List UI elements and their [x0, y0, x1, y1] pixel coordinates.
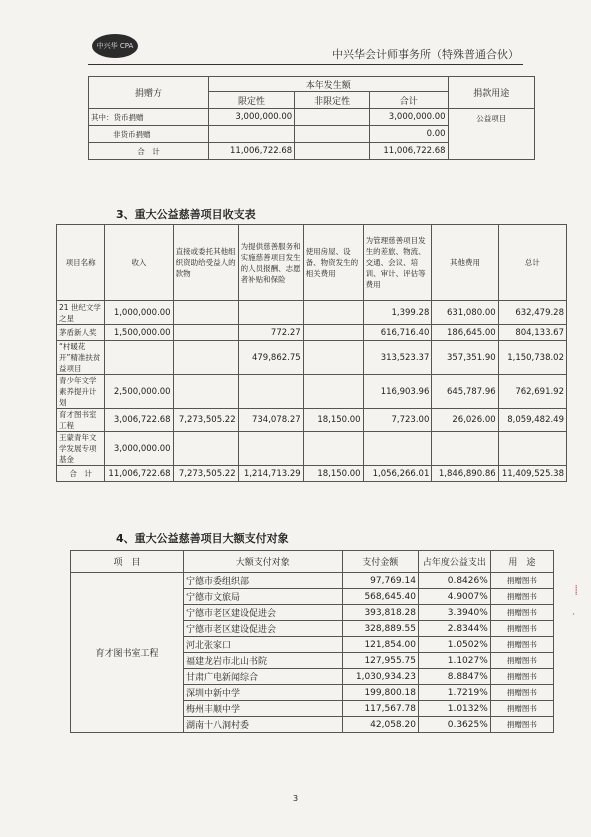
amount: 121,854.00	[342, 637, 418, 653]
pct: 1.0132%	[418, 701, 490, 717]
cell-equipment	[303, 375, 363, 409]
use: 捐赠图书	[490, 637, 553, 653]
project-name: 育才图书室工程	[71, 573, 184, 733]
page-number: 3	[292, 794, 299, 803]
cell-admin: 313,523.37	[363, 341, 432, 375]
cell-other: 645,787.96	[432, 375, 498, 409]
header-rule	[88, 64, 523, 65]
cell-total	[498, 432, 566, 466]
cell-personnel: 734,078.27	[238, 409, 303, 432]
cell-other: 1,846,890.86	[432, 466, 498, 482]
table-row	[57, 375, 567, 409]
cell-equipment	[303, 432, 363, 466]
col-direct-aid: 直接或委托其他组织资助给受益人的款物	[173, 225, 238, 301]
pct: 8.8847%	[418, 669, 490, 685]
col-current-year: 本年发生额	[208, 77, 448, 92]
col-admin: 为管理慈善项目发生的差旅、物流、交通、会议、培训、审计、评估等费用	[363, 225, 432, 301]
donation-table	[88, 76, 535, 160]
amount: 97,769.14	[342, 573, 418, 589]
amount: 393,818.28	[342, 605, 418, 621]
stamp-edge-mark: ⸽	[575, 586, 578, 596]
table-row	[57, 409, 567, 432]
table-row	[57, 301, 567, 325]
payee: 福建龙岩市北山书院	[183, 653, 342, 669]
cell-personnel	[238, 375, 303, 409]
cell-direct-aid: 7,273,505.22	[173, 409, 238, 432]
cell-admin: 1,399.28	[363, 301, 432, 325]
cell-usage: 公益项目	[448, 109, 534, 160]
project-name: 21 世纪文学之星	[57, 301, 105, 325]
table-row	[57, 341, 567, 375]
firm-name: 中兴华会计师事务所（特殊普通合伙）	[332, 48, 519, 61]
project-expense-table	[56, 224, 567, 482]
col-other: 其他费用	[432, 225, 498, 301]
pct: 4.9007%	[418, 589, 490, 605]
project-name: 王蒙青年文学发展专项基金	[57, 432, 105, 466]
cell-equipment	[303, 341, 363, 375]
cell-equipment: 18,150.00	[303, 409, 363, 432]
cell-restricted	[208, 126, 294, 143]
project-name: 合 计	[57, 466, 105, 482]
row-label: 合 计	[89, 143, 209, 160]
section3-title: 3、重大公益慈善项目收支表	[116, 208, 256, 221]
cell-equipment	[303, 325, 363, 341]
amount: 568,645.40	[342, 589, 418, 605]
use: 捐赠图书	[490, 605, 553, 621]
cell-income	[105, 341, 173, 375]
pct: 2.8344%	[418, 621, 490, 637]
project-name: 青少年文学素养提升计划	[57, 375, 105, 409]
section4-title: 4、重大公益慈善项目大额支付对象	[116, 532, 289, 545]
cell-personnel: 772.27	[238, 325, 303, 341]
cell-direct-aid	[173, 432, 238, 466]
cell-unrestricted	[295, 126, 370, 143]
col-use: 用 途	[490, 551, 553, 573]
cell-unrestricted	[295, 143, 370, 160]
cell-income: 11,006,722.68	[105, 466, 173, 482]
cell-restricted: 11,006,722.68	[208, 143, 294, 160]
cell-income: 3,000,000.00	[105, 432, 173, 466]
payee: 宁德市老区建设促进会	[183, 621, 342, 637]
use: 捐赠图书	[490, 717, 553, 733]
cell-total: 804,133.67	[498, 325, 566, 341]
table-row	[57, 432, 567, 466]
col-amount: 支付金额	[342, 551, 418, 573]
cell-admin: 116,903.96	[363, 375, 432, 409]
col-pct: 占年度公益支出	[418, 551, 490, 573]
cell-income: 3,006,722.68	[105, 409, 173, 432]
amount: 117,567.78	[342, 701, 418, 717]
payee: 甘肃广电新闻综合	[183, 669, 342, 685]
cell-other: 631,080.00	[432, 301, 498, 325]
cell-personnel: 479,862.75	[238, 341, 303, 375]
firm-logo: 中兴华 CPA	[92, 34, 138, 58]
cell-equipment: 18,150.00	[303, 466, 363, 482]
cell-restricted: 3,000,000.00	[208, 109, 294, 126]
cell-other	[432, 432, 498, 466]
col-project-name: 项目名称	[57, 225, 105, 301]
pct: 0.8426%	[418, 573, 490, 589]
pct: 0.3625%	[418, 717, 490, 733]
row-label: 其中：货币捐赠	[89, 109, 209, 126]
cell-other: 26,026.00	[432, 409, 498, 432]
col-income: 收入	[105, 225, 173, 301]
pct: 3.3940%	[418, 605, 490, 621]
amount: 127,955.75	[342, 653, 418, 669]
cell-admin	[363, 432, 432, 466]
cell-other: 357,351.90	[432, 341, 498, 375]
project-name: 茅盾新人奖	[57, 325, 105, 341]
cell-unrestricted	[295, 109, 370, 126]
use: 捐赠图书	[490, 573, 553, 589]
cell-direct-aid	[173, 375, 238, 409]
amount: 328,889.55	[342, 621, 418, 637]
cell-personnel	[238, 432, 303, 466]
cell-personnel	[238, 301, 303, 325]
cell-total: 0.00	[370, 126, 449, 143]
col-usage: 捐款用途	[448, 77, 534, 109]
col-unrestricted: 非限定性	[295, 92, 370, 109]
project-name: “村暖花开”精准扶贫益项目	[57, 341, 105, 375]
cell-admin: 616,716.40	[363, 325, 432, 341]
col-restricted: 限定性	[208, 92, 294, 109]
col-donor: 捐赠方	[89, 77, 209, 109]
cell-direct-aid: 7,273,505.22	[173, 466, 238, 482]
cell-total: 11,006,722.68	[370, 143, 449, 160]
use: 捐赠图书	[490, 653, 553, 669]
cell-total: 3,000,000.00	[370, 109, 449, 126]
cell-total: 8,059,482.49	[498, 409, 566, 432]
stamp-edge-mark: ·	[572, 610, 575, 620]
col-equipment: 使用房屋、设备、物资发生的相关费用	[303, 225, 363, 301]
payee: 宁德市委组织部	[183, 573, 342, 589]
large-payee-table	[70, 550, 554, 733]
pct: 1.0502%	[418, 637, 490, 653]
col-project: 项 目	[71, 551, 184, 573]
use: 捐赠图书	[490, 685, 553, 701]
cell-direct-aid	[173, 341, 238, 375]
payee: 梅州丰顺中学	[183, 701, 342, 717]
cell-direct-aid	[173, 301, 238, 325]
cell-total: 1,150,738.02	[498, 341, 566, 375]
cell-total: 762,691.92	[498, 375, 566, 409]
cell-total: 11,409,525.38	[498, 466, 566, 482]
cell-personnel: 1,214,713.29	[238, 466, 303, 482]
pct: 1.1027%	[418, 653, 490, 669]
table-row-total	[57, 466, 567, 482]
amount: 42,058.20	[342, 717, 418, 733]
col-personnel: 为提供慈善服务和实施慈善项目发生的人员报酬、志愿者补贴和保险	[238, 225, 303, 301]
col-total: 总计	[498, 225, 566, 301]
cell-other: 186,645.00	[432, 325, 498, 341]
amount: 199,800.18	[342, 685, 418, 701]
cell-income: 1,000,000.00	[105, 301, 173, 325]
table-row	[57, 325, 567, 341]
cell-income: 2,500,000.00	[105, 375, 173, 409]
cell-admin: 1,056,266.01	[363, 466, 432, 482]
payee: 深圳中新中学	[183, 685, 342, 701]
table-row	[71, 573, 554, 589]
payee: 河北张家口	[183, 637, 342, 653]
cell-equipment	[303, 301, 363, 325]
col-total: 合计	[370, 92, 449, 109]
table-row	[89, 109, 535, 126]
row-label: 非货币捐赠	[89, 126, 209, 143]
payee: 宁德市老区建设促进会	[183, 605, 342, 621]
use: 捐赠图书	[490, 621, 553, 637]
payee: 宁德市文旅局	[183, 589, 342, 605]
payee: 湖南十八洞村委	[183, 717, 342, 733]
use: 捐赠图书	[490, 589, 553, 605]
project-name: 育才图书室工程	[57, 409, 105, 432]
col-payee: 大额支付对象	[183, 551, 342, 573]
cell-income: 1,500,000.00	[105, 325, 173, 341]
use: 捐赠图书	[490, 669, 553, 685]
pct: 1.7219%	[418, 685, 490, 701]
use: 捐赠图书	[490, 701, 553, 717]
cell-admin: 7,723.00	[363, 409, 432, 432]
cell-total: 632,479.28	[498, 301, 566, 325]
amount: 1,030,934.23	[342, 669, 418, 685]
cell-direct-aid	[173, 325, 238, 341]
